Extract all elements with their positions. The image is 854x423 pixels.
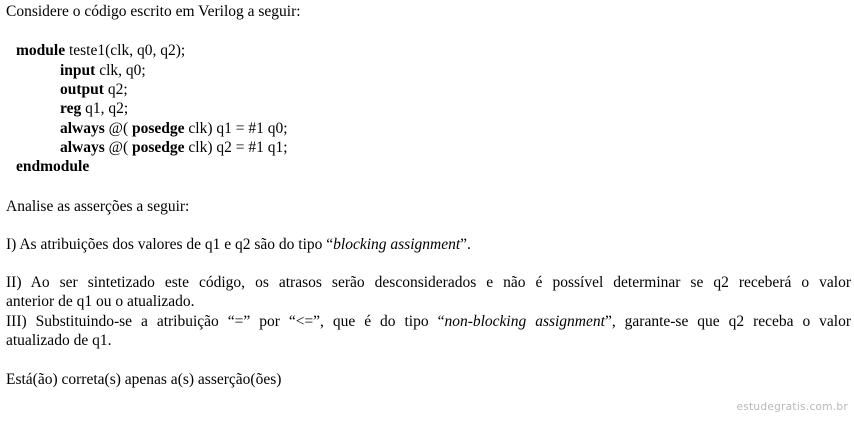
code-line-reg: [60, 99, 128, 118]
assertion-3-term: non-blocking assignment: [444, 313, 605, 330]
code-text: clk) q1 = #1 q0;: [184, 120, 288, 137]
assertion-2-line-1: II) Ao ser sintetizado este código, os atrasos serão desconsiderados e não é possível determinar se q2 receberá o valor: [6, 274, 851, 291]
code-text: @(: [104, 139, 132, 156]
assertion-1: [6, 235, 471, 254]
keyword-posedge: posedge: [131, 139, 185, 156]
assertion-3-line-2: atualizado de q1.: [6, 332, 112, 349]
code-line-input: [60, 61, 146, 80]
keyword-always: always: [60, 120, 105, 137]
keyword-endmodule: endmodule: [16, 158, 90, 175]
code-text: teste1(clk, q0, q2);: [65, 42, 186, 59]
assertion-1-end: ”.: [460, 236, 471, 253]
code-text: q1, q2;: [81, 100, 129, 117]
code-line-output: [60, 80, 128, 99]
code-text: clk) q2 = #1 q1;: [184, 139, 288, 156]
keyword-module: module: [16, 42, 66, 59]
keyword-always: always: [60, 139, 105, 156]
assertion-3-end: ”, garante-se que q2 receba o valor: [604, 313, 852, 330]
keyword-output: output: [60, 81, 104, 98]
assertion-3-line-1: [6, 312, 851, 331]
analise-text: Analise as asserções a seguir:: [6, 198, 190, 215]
assertion-1-term: blocking assignment: [333, 236, 461, 253]
assertion-2-line-2: anterior de q1 ou o atualizado.: [6, 293, 195, 310]
keyword-posedge: posedge: [131, 120, 185, 137]
question-text: Está(ão) correta(s) apenas a(s) asserção(ões): [6, 371, 282, 388]
code-line-always-1: [60, 119, 288, 138]
code-text: q2;: [103, 81, 128, 98]
code-text: @(: [104, 120, 132, 137]
assertion-1-text: I) As atribuições dos valores de q1 e q2 são do tipo “: [6, 236, 334, 253]
assertion-3-text: III) Substituindo-se a atribuição “=” por “<=”, que é do tipo “: [6, 313, 445, 330]
keyword-reg: reg: [60, 100, 82, 117]
code-text: clk, q0;: [95, 62, 146, 79]
code-line-endmodule: [16, 157, 89, 176]
keyword-input: input: [60, 62, 96, 79]
code-line-always-2: [60, 138, 288, 157]
code-line-module: [16, 41, 185, 60]
watermark: estudegratis.com.br: [736, 401, 848, 413]
intro-text: Considere o código escrito em Verilog a seguir:: [6, 3, 301, 20]
